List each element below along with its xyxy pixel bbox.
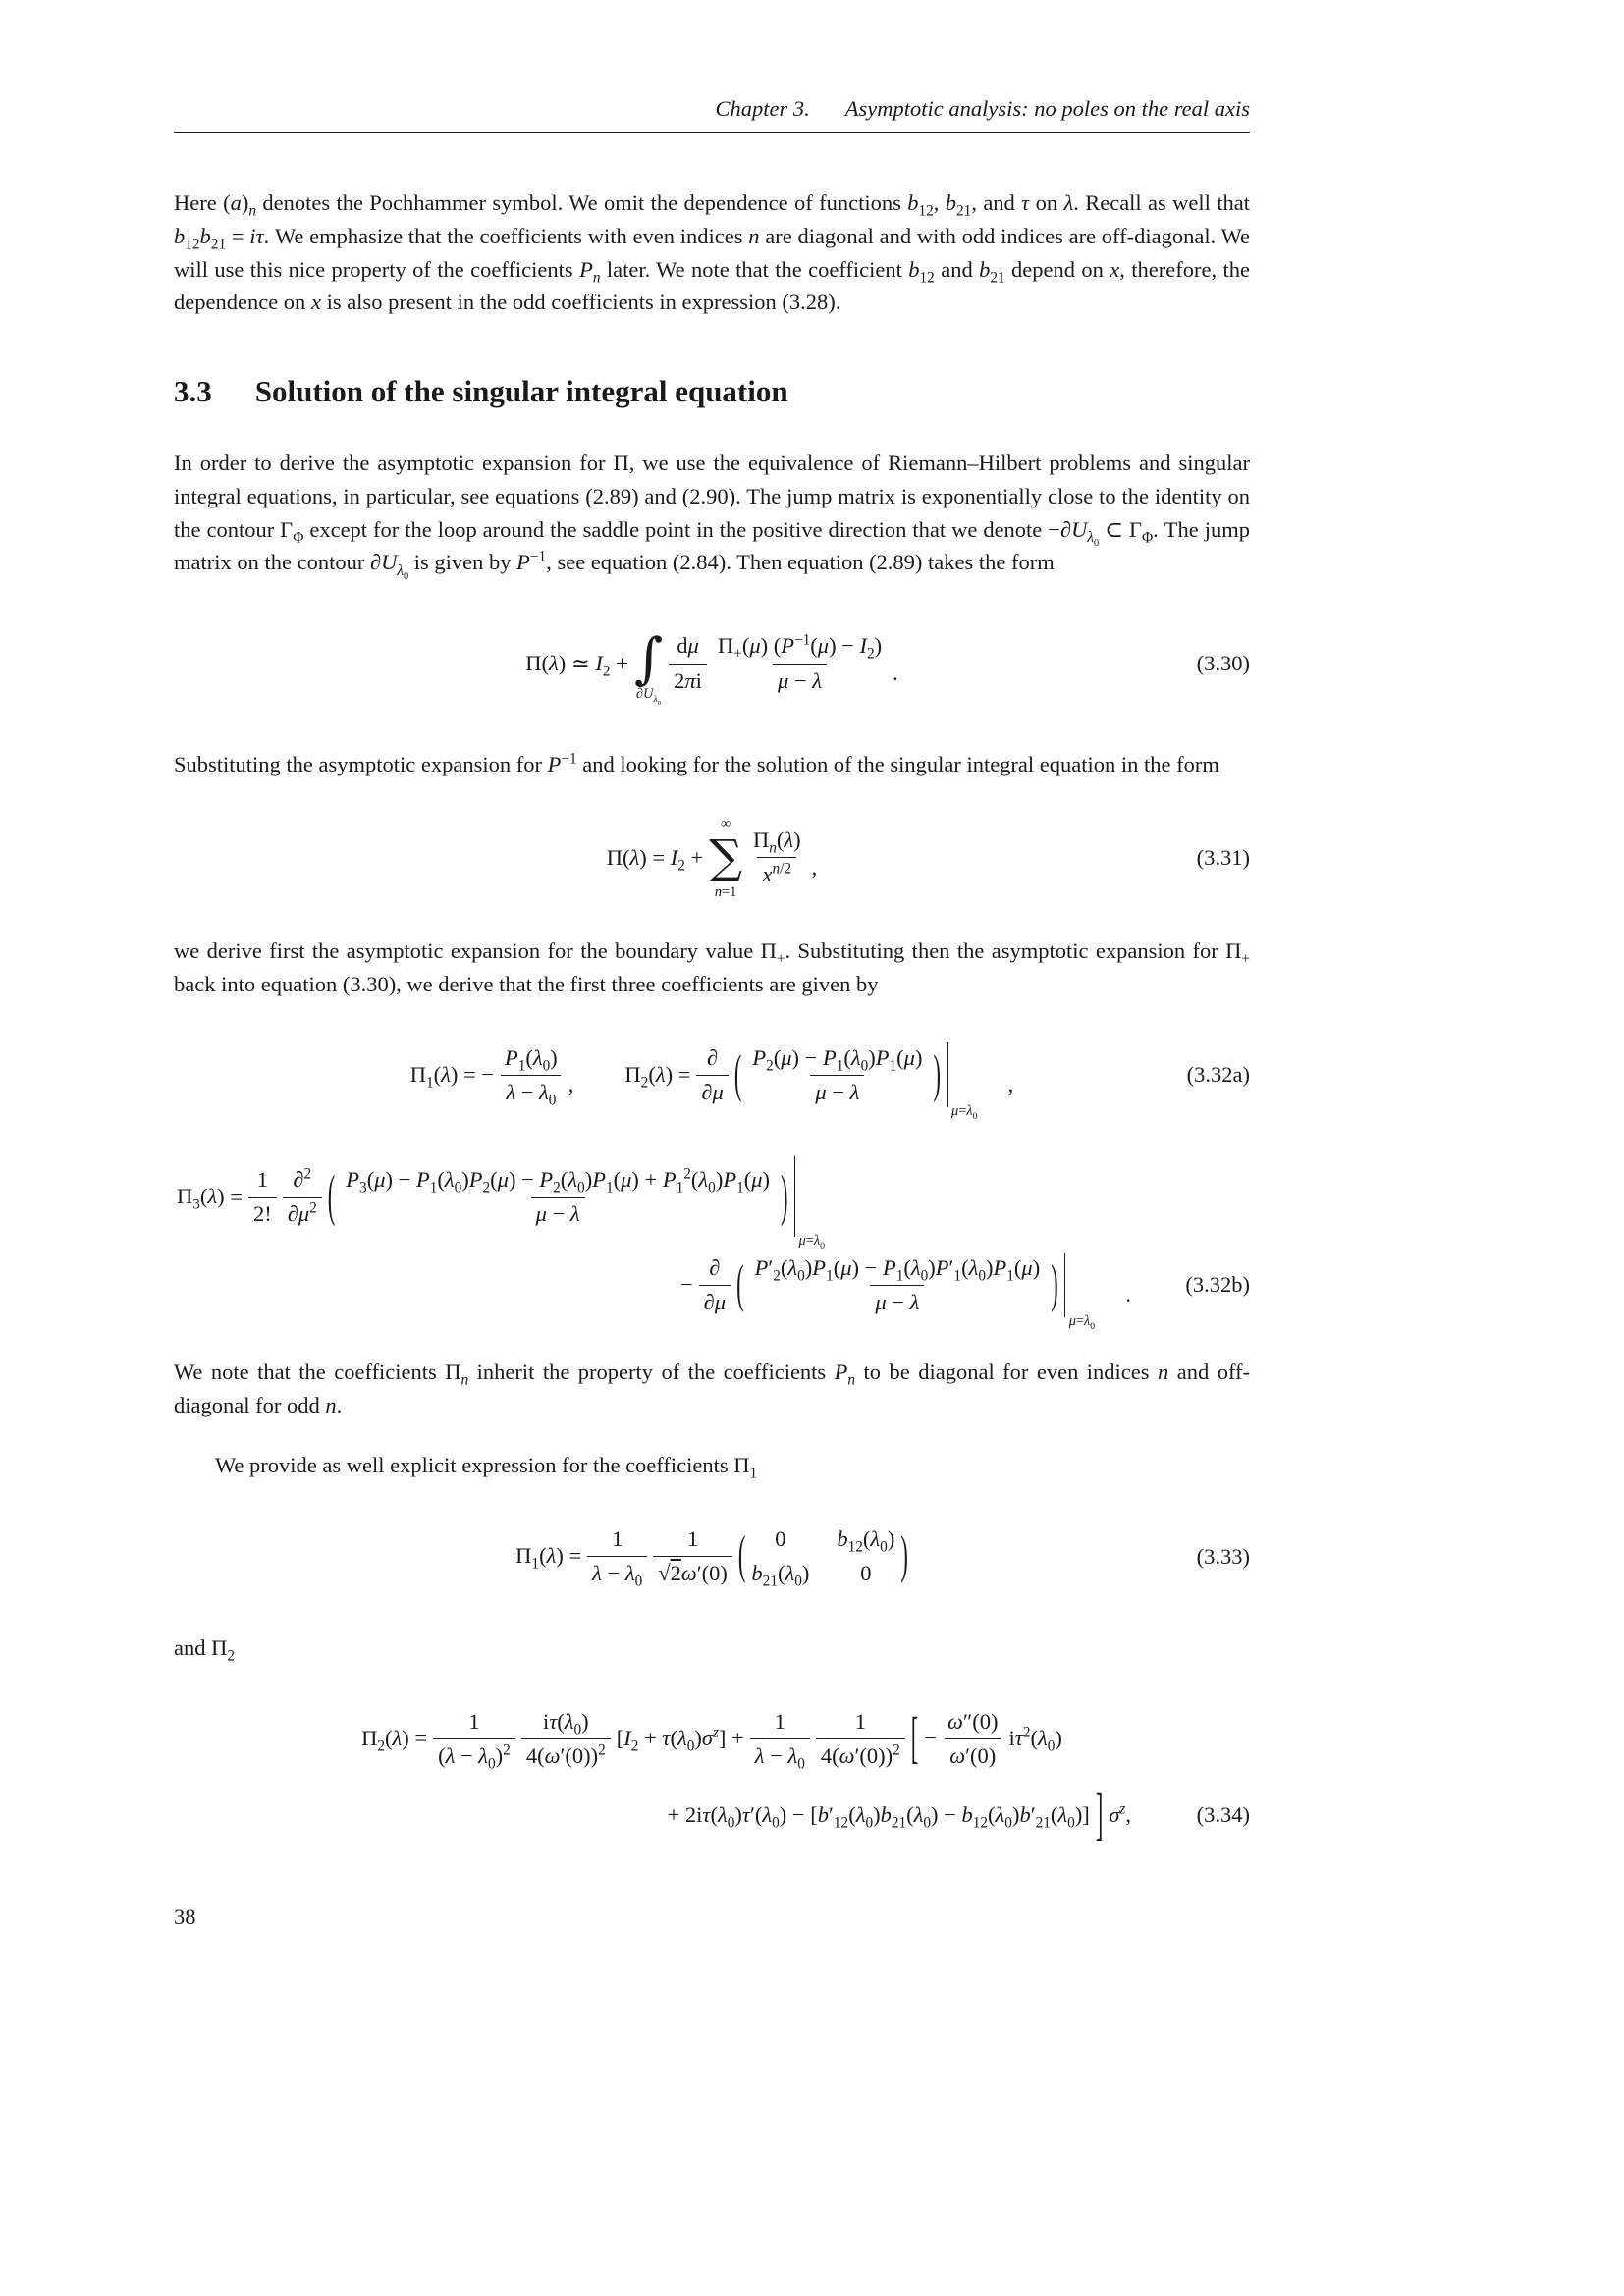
big-paren-left: ( xyxy=(737,1524,746,1584)
integral-lower-limit: $\partial U_{\lambda_0}$ xyxy=(635,686,662,708)
fraction xyxy=(283,1166,322,1228)
numerator: $\Pi_n(\lambda)$ xyxy=(752,828,801,857)
eval-bar-line xyxy=(794,1156,796,1237)
math-fragment: − xyxy=(924,1726,937,1751)
sum-sign: ∑ xyxy=(709,829,742,884)
math-fragment: + $2i\tau(\lambda_0)\tau'(\lambda_0) - [b'_{12}(\lambda_0)b_{21}(\lambda_0) - b_{12}(\lambda_0)b'_{21}(\lambda_0)]$ xyxy=(667,1802,1090,1832)
fraction xyxy=(248,1166,277,1228)
denominator: $4(\omega'(0))^2$ xyxy=(816,1738,905,1770)
denominator: μ − λ xyxy=(531,1197,585,1228)
fraction xyxy=(748,827,806,888)
denominator: $4(\omega'(0))^2$ xyxy=(521,1738,611,1770)
integral-sign: ∫ xyxy=(633,626,664,691)
big-bracket-right: ] xyxy=(1095,1781,1104,1845)
numerator: 1 xyxy=(468,1708,480,1734)
equation-line xyxy=(174,1244,1250,1333)
numerator: 1 xyxy=(686,1525,699,1551)
fraction xyxy=(816,1708,905,1770)
equation-tag: (3.32b) xyxy=(1185,1272,1250,1298)
eval-subscript: $\mu=\lambda_0$ xyxy=(1068,1313,1096,1333)
denominator: ω′(0) xyxy=(945,1738,1001,1770)
numerator: dμ xyxy=(677,633,699,659)
numerator: $P_3(\mu) - P_1(\lambda_0)P_2(\mu) - P_2(\lambda_0)P_1(\mu) + P_1^2(\lambda_0)P_1(\mu)$ xyxy=(346,1165,771,1197)
numerator: $P_2(\mu) - P_1(\lambda_0)P_1(\mu)$ xyxy=(752,1044,923,1075)
denominator: 2πi xyxy=(669,664,707,695)
math-fragment: $\Pi_2(\lambda)$ = xyxy=(361,1726,428,1755)
denominator: $(\lambda - \lambda_0)^2$ xyxy=(433,1738,515,1770)
fraction xyxy=(433,1708,515,1773)
denominator: 2! xyxy=(248,1197,277,1228)
numerator: 1 xyxy=(256,1166,268,1192)
denominator: $\lambda - \lambda_0$ xyxy=(587,1556,647,1587)
equation-line xyxy=(174,1030,1250,1123)
equation-tag: (3.33) xyxy=(1196,1543,1250,1569)
punctuation: . xyxy=(1125,1282,1131,1308)
denominator: $x^{n/2}$ xyxy=(757,857,796,888)
big-paren-right: ) xyxy=(933,1043,941,1103)
equation-332b xyxy=(174,1149,1250,1333)
fraction xyxy=(587,1525,647,1590)
equation-331 xyxy=(174,811,1250,905)
fraction xyxy=(750,1708,810,1773)
evaluation-bar xyxy=(947,1042,978,1123)
punctuation: , xyxy=(811,854,818,880)
running-header-chapter: Chapter 3. xyxy=(715,96,810,121)
sum-lower-limit: n=1 xyxy=(714,883,737,900)
punctuation: , xyxy=(1007,1072,1014,1097)
numerator: ω″(0) xyxy=(947,1708,999,1734)
paragraph-and-pi2: and $\Pi_2$ xyxy=(174,1634,236,1664)
denominator: √2ω′(0) xyxy=(653,1556,732,1587)
punctuation: , xyxy=(568,1072,574,1097)
equation-334 xyxy=(174,1693,1250,1846)
equation-line xyxy=(174,811,1250,905)
page-number: 38 xyxy=(174,1904,196,1929)
equation-332a xyxy=(174,1030,1250,1123)
big-paren-left: ( xyxy=(733,1043,742,1103)
equation-tag: (3.31) xyxy=(1196,844,1250,870)
big-paren-right: ) xyxy=(1051,1254,1058,1313)
denominator: μ − λ xyxy=(870,1285,924,1316)
numerator: ∂ xyxy=(709,1255,721,1280)
section-number: 3.3 xyxy=(174,374,212,408)
paragraph-pochhammer: Here $(a)_n$ denotes the Pochhammer symbol. We omit the dependence of functions $b_{12}$, $b_{21}$, and τ on λ. Recall as well that $b_{12}b_{21} = i\tau$. We emphasize that the coefficients with even indices n are diagonal and with odd indices are off-diagonal. We will use this nice property of the coefficients $P_n$ later. We note that the coefficient $b_{12}$ and $b_{21}$ depend on x, therefore, the dependence on x is also present in the odd coefficients in expression (3.28). xyxy=(174,190,1250,315)
eval-bar-line xyxy=(1064,1253,1066,1317)
matrix-cell: $b_{12}(\lambda_0)$ xyxy=(837,1526,895,1556)
math-fragment: Π(λ) ≃ $I_2$ + xyxy=(525,650,628,680)
denominator: ∂μ xyxy=(696,1075,728,1106)
sum-upper-limit: ∞ xyxy=(720,815,731,831)
denominator: $\lambda - \lambda_0$ xyxy=(501,1075,561,1106)
denominator: $\partial\mu^2$ xyxy=(283,1197,322,1228)
fraction xyxy=(943,1708,1003,1770)
section-heading xyxy=(174,374,1250,409)
equation-line xyxy=(174,1512,1250,1602)
big-paren-left: ( xyxy=(327,1162,336,1227)
section-title: Solution of the singular integral equation xyxy=(254,374,788,408)
running-header-title: Asymptotic analysis: no poles on the real axis xyxy=(844,96,1250,121)
math-fragment: $\Pi_1(\lambda)$ = xyxy=(515,1543,582,1573)
math-fragment: $\sigma^z$, xyxy=(1109,1800,1131,1828)
big-paren-right: ) xyxy=(781,1162,788,1227)
math-fragment: $\Pi(\lambda) = I_2$ + xyxy=(606,844,704,875)
numerator: ∂ xyxy=(707,1044,719,1070)
equation-tag: (3.34) xyxy=(1196,1802,1250,1828)
math-fragment: $i\tau^2(\lambda_0)$ xyxy=(1008,1724,1062,1755)
equation-line xyxy=(174,1693,1250,1784)
fraction xyxy=(500,1044,563,1109)
numerator: $P'_2(\lambda_0)P_1(\mu) - P_1(\lambda_0)P'_1(\lambda_0)P_1(\mu)$ xyxy=(754,1255,1041,1285)
fraction xyxy=(696,1044,728,1106)
punctuation: . xyxy=(893,660,898,685)
eval-subscript: $\mu=\lambda_0$ xyxy=(798,1233,825,1253)
matrix xyxy=(751,1525,895,1589)
matrix-cell: 0 xyxy=(775,1526,786,1552)
numerator: $P_1(\lambda_0)$ xyxy=(504,1044,558,1075)
math-fragment: $[I_2 + \tau(\lambda_0)\sigma^z]$ + xyxy=(616,1724,744,1755)
math-fragment: $\Pi_1(\lambda)$ = − xyxy=(409,1062,494,1092)
fraction xyxy=(669,632,707,694)
numerator: 1 xyxy=(612,1525,623,1551)
paragraph-intro: In order to derive the asymptotic expansion for Π, we use the equivalence of Riemann–Hilbert problems and singular integral equations, in particular, see equations (2.89) and (2.90). The jump matrix is exponentially close to the identity on the contour $\Gamma_\Phi$ except for the loop around the saddle point in the positive direction that we denote $-\partial U_{\lambda_0}$ ⊂ $\Gamma_\Phi$. The jump matrix on the contour $\partial U_{\lambda_0}$ is given by $P^{-1}$, see equation (2.84). Then equation (2.89) takes the form xyxy=(174,451,1250,582)
fraction xyxy=(521,1708,611,1770)
numerator: $i\tau(\lambda_0)$ xyxy=(542,1708,589,1738)
matrix-cell: $b_{21}(\lambda_0)$ xyxy=(751,1560,810,1589)
math-fragment: $\Pi_3(\lambda)$ = xyxy=(177,1184,243,1213)
big-paren-right: ) xyxy=(900,1524,908,1584)
numerator: 1 xyxy=(774,1708,785,1734)
paragraph-explicit: We provide as well explicit expression for the coefficients $\Pi_1$ xyxy=(215,1452,758,1482)
matrix-cell: 0 xyxy=(860,1560,872,1585)
numerator: ∂$^2$ xyxy=(293,1165,312,1192)
equation-line xyxy=(174,609,1250,719)
math-fragment: − xyxy=(679,1272,693,1298)
header-rule xyxy=(174,132,1250,133)
equation-333 xyxy=(174,1512,1250,1602)
equation-line xyxy=(174,1781,1250,1846)
equation-line xyxy=(174,1149,1250,1253)
paragraph-boundary-value: we derive first the asymptotic expansion for the boundary value $\Pi_+$. Substituting then the asymptotic expansion for $\Pi_+$ back into equation (3.30), we derive that the first three coefficients are given by xyxy=(174,937,1251,996)
running-header xyxy=(174,96,1250,122)
paragraph-inherit: We note that the coefficients $\Pi_n$ inherit the property of the coefficients $P_n$ to be diagonal for even indices n and off-diagonal for odd n. xyxy=(174,1360,1251,1417)
fraction xyxy=(750,1255,1046,1316)
numerator: $\Pi_+(\mu) (P^{-1}(\mu) - I_2)$ xyxy=(717,631,883,663)
fraction xyxy=(713,632,887,694)
fraction xyxy=(653,1525,732,1587)
integral-operator xyxy=(633,626,664,708)
denominator: μ − λ xyxy=(810,1075,864,1106)
fraction xyxy=(747,1044,927,1106)
numerator: 1 xyxy=(854,1708,866,1734)
equation-tag: (3.32a) xyxy=(1186,1062,1250,1088)
equation-tag: (3.30) xyxy=(1196,650,1250,675)
evaluation-bar xyxy=(1064,1253,1096,1333)
eval-bar-line xyxy=(947,1042,948,1107)
denominator: $\lambda - \lambda_0$ xyxy=(750,1738,810,1770)
fraction xyxy=(699,1255,731,1316)
fraction xyxy=(341,1166,775,1228)
paragraph-substituting: Substituting the asymptotic expansion for $P^{-1}$ and looking for the solution of the singular integral equation in the form xyxy=(174,750,1219,776)
big-bracket-left: [ xyxy=(910,1704,919,1769)
eval-subscript: $\mu=\lambda_0$ xyxy=(950,1103,978,1123)
evaluation-bar xyxy=(794,1156,825,1253)
sum-operator xyxy=(709,817,742,899)
equation-330 xyxy=(174,609,1250,719)
denominator: ∂μ xyxy=(699,1285,731,1316)
big-paren-left: ( xyxy=(736,1254,744,1313)
math-fragment: $\Pi_2(\lambda)$ = xyxy=(624,1062,691,1092)
denominator: μ − λ xyxy=(773,664,827,695)
